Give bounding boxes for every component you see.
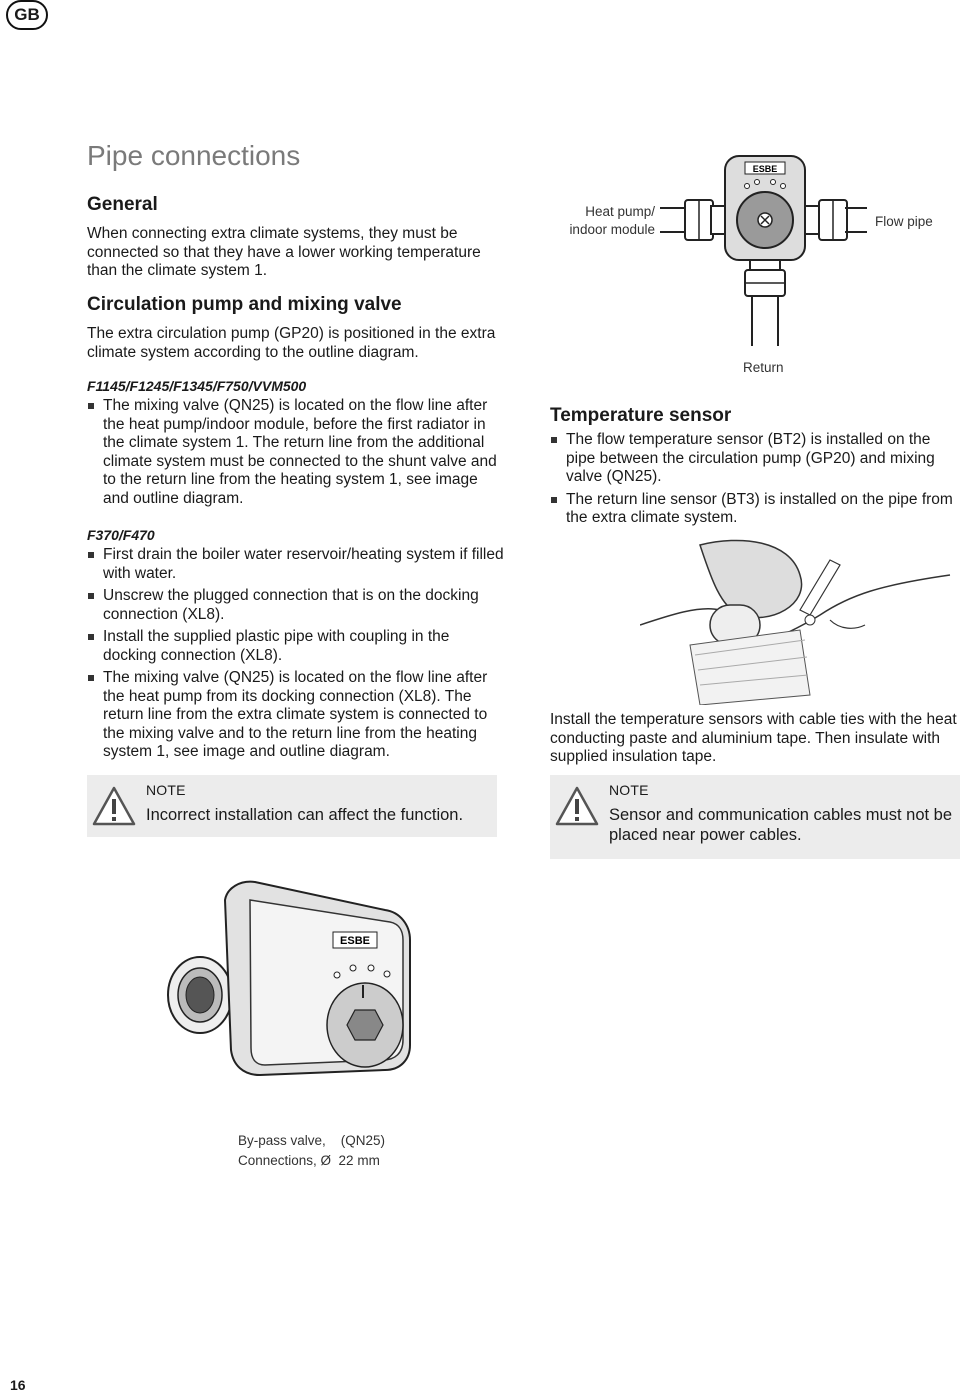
list-item: First drain the boiler water reservoir/heating system if filled with water. <box>87 546 507 583</box>
note-box-left <box>87 775 497 837</box>
models-a-list <box>87 397 507 508</box>
section-models-a <box>87 378 507 512</box>
section-circulation <box>87 294 502 362</box>
note-text: Sensor and communication cables must not be placed near power cables. <box>609 806 953 844</box>
note-label: NOTE <box>146 782 186 798</box>
sensor-installation-illustration <box>640 535 960 705</box>
page-number: 16 <box>10 1377 26 1393</box>
models-b-list <box>87 546 507 762</box>
valve-brand: ESBE <box>752 164 778 174</box>
heat-pump-label: Heat pump/ indoor module <box>569 204 655 237</box>
circulation-text: The extra circulation pump (GP20) is positioned in the extra climate system according to the outline diagram. <box>87 325 496 361</box>
list-item: Install the supplied plastic pipe with coupling in the docking connection (XL8). <box>87 628 507 665</box>
note-label: NOTE <box>609 782 649 798</box>
bypass-brand: ESBE <box>340 935 370 947</box>
temperature-sensor-heading: Temperature sensor <box>550 405 732 426</box>
flow-pipe-label: Flow pipe <box>875 214 933 229</box>
list-item: The mixing valve (QN25) is located on the flow line after the heat pump from its docking connection (XL8). The return line from the extra climate system is connected to the mixing valve and to the return line from the heating system 1, see image and outline diagram. <box>87 669 507 762</box>
bypass-caption-line2: Connections, Ø 22 mm <box>238 1153 380 1168</box>
language-badge: GB <box>6 0 48 30</box>
mixing-valve-illustration <box>555 150 955 350</box>
models-a-heading: F1145/F1245/F1345/F750/VVM500 <box>87 378 307 394</box>
page-title: Pipe connections <box>87 140 301 171</box>
warning-icon <box>555 785 599 827</box>
bypass-caption <box>238 1131 385 1171</box>
sensor-install-text: Install the temperature sensors with cable ties with the heat conducting paste and aluminium tape. Then insulate with supplied insulation tape. <box>550 711 957 765</box>
general-heading: General <box>87 194 158 215</box>
warning-icon <box>92 785 136 827</box>
list-item: The mixing valve (QN25) is located on the flow line after the heat pump/indoor module, before the first radiator in the climate system 1. The return line from the additional climate system must be connected to the shunt valve and to the return line from the heating system 1, see image and outline diagram. <box>87 397 507 508</box>
models-b-heading: F370/F470 <box>87 527 155 543</box>
section-temperature-sensor <box>550 405 960 532</box>
section-models-b <box>87 527 507 766</box>
valve-diagram <box>555 150 955 390</box>
note-box-right <box>550 775 960 859</box>
list-item: The return line sensor (BT3) is installed on the pipe from the extra climate system. <box>550 491 960 528</box>
section-general <box>87 194 502 281</box>
bypass-caption-line1: By-pass valve, (QN25) <box>238 1133 386 1148</box>
general-text: When connecting extra climate systems, they must be connected so that they have a lower working temperature than the climate system 1. <box>87 225 481 279</box>
bypass-valve-illustration <box>165 870 425 1100</box>
note-text: Incorrect installation can affect the function. <box>146 806 464 824</box>
circulation-heading: Circulation pump and mixing valve <box>87 294 402 315</box>
list-item: Unscrew the plugged connection that is on the docking connection (XL8). <box>87 587 507 624</box>
list-item: The flow temperature sensor (BT2) is installed on the pipe between the circulation pump (GP20) and mixing valve (QN25). <box>550 431 960 487</box>
return-label: Return <box>743 360 784 375</box>
temperature-sensor-list <box>550 431 960 528</box>
